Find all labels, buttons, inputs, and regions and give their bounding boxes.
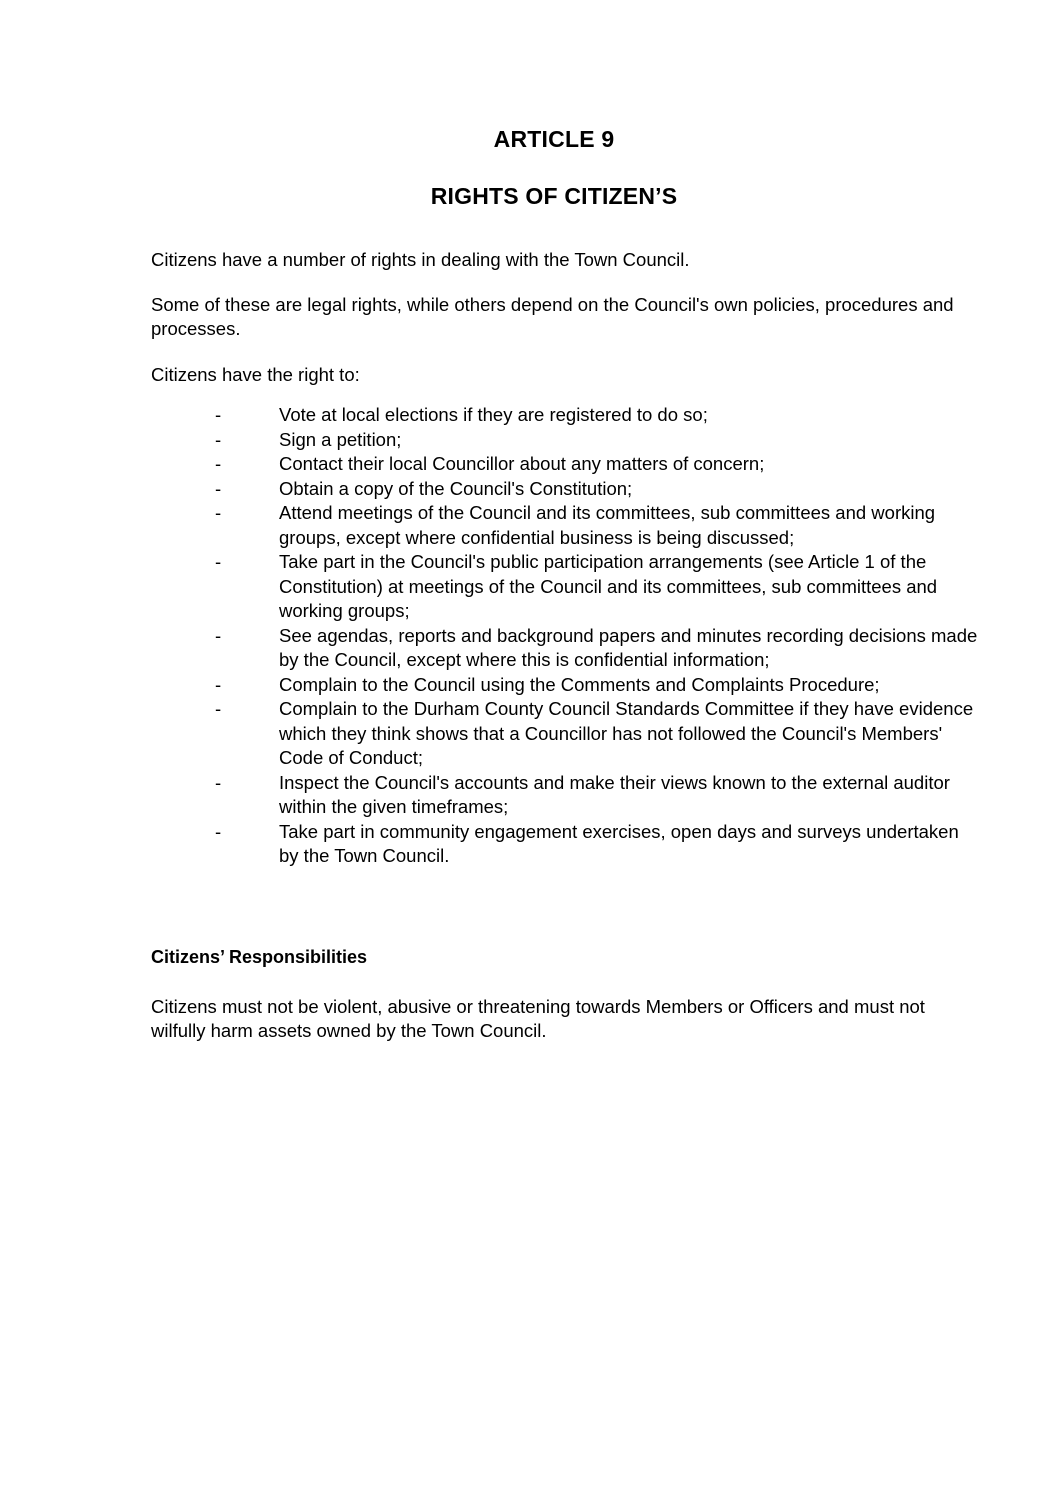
rights-list-item	[151, 697, 981, 771]
article-title: RIGHTS OF CITIZEN’S	[430, 183, 678, 209]
rights-list-item	[151, 820, 981, 869]
bullet-dash: -	[215, 771, 222, 793]
rights-item-text: Take part in the Council's public participation arrangements (see Article 1 of the Constitution) at meetings of the Council and its committees, sub committees and working groups;	[279, 551, 938, 621]
rights-item-text: Obtain a copy of the Council's Constitution;	[279, 477, 633, 499]
rights-item-text: Sign a petition;	[279, 428, 402, 450]
rights-item-text: Vote at local elections if they are registered to do so;	[279, 404, 708, 425]
rights-item-text: See agendas, reports and background papers and minutes recording decisions made by the Council, except where this is confidential information;	[279, 624, 978, 670]
bullet-dash: -	[215, 551, 222, 572]
rights-list-item	[151, 550, 981, 624]
bullet-dash: -	[215, 453, 222, 474]
bullet-dash: -	[215, 624, 222, 646]
rights-list	[151, 403, 981, 869]
bullet-dash: -	[215, 428, 222, 450]
bullet-dash: -	[215, 698, 222, 719]
rights-list-item	[151, 477, 981, 502]
rights-list-item	[151, 452, 981, 477]
rights-item-text: Contact their local Councillor about any matters of concern;	[279, 453, 765, 474]
rights-list-item	[151, 501, 981, 550]
responsibilities-paragraph: Citizens must not be violent, abusive or threatening towards Members or Officers and must not wilfully harm assets owned by the Town Council.	[151, 996, 925, 1041]
rights-item-text: Inspect the Council's accounts and make their views known to the external auditor within the given timeframes;	[279, 771, 950, 817]
bullet-dash: -	[215, 820, 222, 842]
legal-note-paragraph: Some of these are legal rights, while others depend on the Council's own policies, procedures and processes.	[151, 294, 954, 339]
bullet-dash: -	[215, 404, 222, 425]
rights-list-item	[151, 403, 981, 428]
bullet-dash: -	[215, 477, 222, 499]
rights-item-text: Complain to the Council using the Comments and Complaints Procedure;	[279, 673, 880, 695]
intro-paragraph: Citizens have a number of rights in dealing with the Town Council.	[151, 249, 690, 270]
responsibilities-heading: Citizens’ Responsibilities	[151, 947, 368, 967]
rights-lead-paragraph: Citizens have the right to:	[151, 364, 360, 385]
rights-list-item	[151, 673, 981, 698]
rights-item-text: Attend meetings of the Council and its committees, sub committees and working groups, except where confidential business is being discussed;	[279, 502, 936, 548]
rights-item-text: Complain to the Durham County Council Standards Committee if they have evidence which they think shows that a Councillor has not followed the Council's Members' Code of Conduct;	[279, 698, 974, 768]
bullet-dash: -	[215, 673, 222, 695]
rights-list-item	[151, 771, 981, 820]
article-number: ARTICLE 9	[493, 126, 615, 152]
rights-list-item	[151, 428, 981, 453]
bullet-dash: -	[215, 502, 222, 523]
rights-item-text: Take part in community engagement exercises, open days and surveys undertaken by the Town Council.	[279, 820, 959, 866]
rights-list-item	[151, 624, 981, 673]
